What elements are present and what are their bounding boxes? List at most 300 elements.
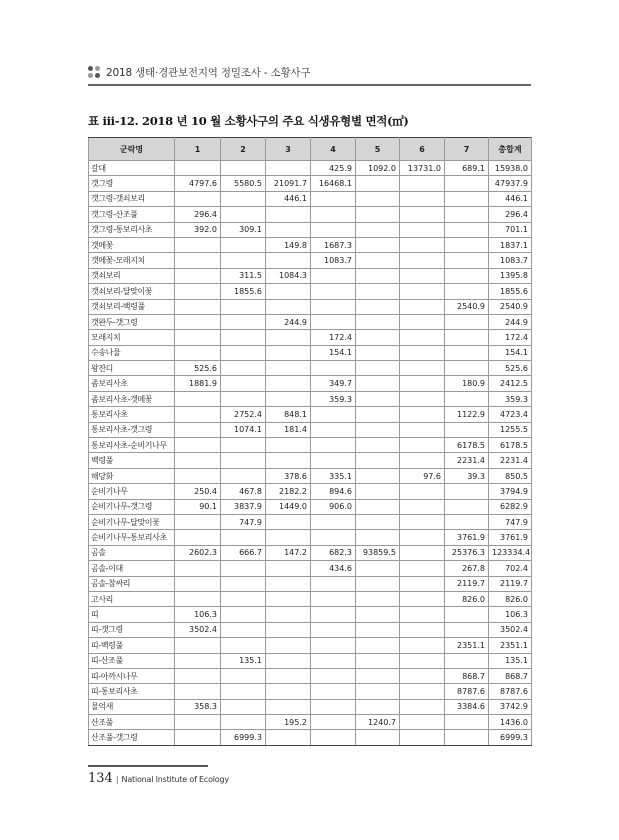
area-cell xyxy=(400,576,445,591)
area-cell xyxy=(400,638,445,653)
area-cell xyxy=(445,284,489,299)
total-cell: 1837.1 xyxy=(489,237,532,252)
area-cell xyxy=(266,253,311,268)
community-name-cell: 갯메꽃 xyxy=(89,237,175,252)
area-cell xyxy=(356,361,400,376)
community-name-cell: 갯메꽃-모래지치 xyxy=(89,253,175,268)
community-name-cell: 통보리사초-갯그령 xyxy=(89,422,175,437)
area-cell: 666.7 xyxy=(221,545,266,560)
area-cell xyxy=(356,638,400,653)
community-name-cell: 산조풀-갯그령 xyxy=(89,730,175,745)
area-cell xyxy=(311,607,356,622)
table-row xyxy=(89,222,532,237)
community-name-cell: 갯완두-갯그령 xyxy=(89,314,175,329)
area-cell xyxy=(311,638,356,653)
community-name-cell: 갯쇠보리-달맞이꽃 xyxy=(89,284,175,299)
area-cell xyxy=(356,484,400,499)
community-name-cell: 수송나물 xyxy=(89,345,175,360)
total-cell: 1083.7 xyxy=(489,253,532,268)
table-row xyxy=(89,284,532,299)
area-cell xyxy=(400,622,445,637)
community-name-cell: 갯그령-갯쇠보리 xyxy=(89,191,175,206)
area-cell xyxy=(175,407,221,422)
area-cell xyxy=(221,468,266,483)
area-cell xyxy=(266,222,311,237)
total-cell: 1436.0 xyxy=(489,715,532,730)
area-cell xyxy=(356,684,400,699)
table-row xyxy=(89,668,532,683)
area-cell xyxy=(400,330,445,345)
area-cell xyxy=(175,438,221,453)
area-cell: 154.1 xyxy=(311,345,356,360)
table-row xyxy=(89,376,532,391)
area-cell xyxy=(445,268,489,283)
area-cell: 446.1 xyxy=(266,191,311,206)
area-cell xyxy=(400,268,445,283)
area-cell xyxy=(311,222,356,237)
area-cell: 135.1 xyxy=(221,653,266,668)
table-row xyxy=(89,684,532,699)
area-cell: 3502.4 xyxy=(175,622,221,637)
community-name-cell: 띠 xyxy=(89,607,175,622)
total-cell: 868.7 xyxy=(489,668,532,683)
area-cell: 1083.7 xyxy=(311,253,356,268)
area-cell xyxy=(445,653,489,668)
area-cell xyxy=(266,299,311,314)
area-cell: 349.7 xyxy=(311,376,356,391)
area-cell: 335.1 xyxy=(311,468,356,483)
area-cell: 172.4 xyxy=(311,330,356,345)
table-row xyxy=(89,607,532,622)
area-cell xyxy=(175,453,221,468)
total-cell: 8787.6 xyxy=(489,684,532,699)
area-cell: 826.0 xyxy=(445,591,489,606)
area-cell xyxy=(266,607,311,622)
total-cell: 1395.8 xyxy=(489,268,532,283)
area-cell xyxy=(311,730,356,745)
total-cell: 135.1 xyxy=(489,653,532,668)
total-cell: 701.1 xyxy=(489,222,532,237)
area-cell xyxy=(266,591,311,606)
column-header-site: 3 xyxy=(266,138,311,161)
area-cell: 6178.5 xyxy=(445,438,489,453)
column-header-site: 4 xyxy=(311,138,356,161)
area-cell: 1687.3 xyxy=(311,237,356,252)
area-cell xyxy=(356,499,400,514)
total-cell: 826.0 xyxy=(489,591,532,606)
area-cell: 195.2 xyxy=(266,715,311,730)
area-cell xyxy=(400,237,445,252)
total-cell: 2119.7 xyxy=(489,576,532,591)
area-cell xyxy=(356,314,400,329)
total-cell: 747.9 xyxy=(489,514,532,529)
total-cell: 446.1 xyxy=(489,191,532,206)
area-cell xyxy=(445,622,489,637)
area-cell xyxy=(356,330,400,345)
area-cell xyxy=(400,361,445,376)
area-cell: 1084.3 xyxy=(266,268,311,283)
area-cell xyxy=(175,561,221,576)
community-name-cell: 띠-갯그령 xyxy=(89,622,175,637)
table-body xyxy=(89,161,532,746)
table-caption: 표 iii-12. 2018 년 10 월 소황사구의 주요 식생유형별 면적(㎡) xyxy=(88,114,409,128)
area-cell xyxy=(356,622,400,637)
total-cell: 15938.0 xyxy=(489,161,532,176)
area-cell xyxy=(311,684,356,699)
total-cell: 2540.9 xyxy=(489,299,532,314)
area-cell xyxy=(311,422,356,437)
area-cell xyxy=(400,391,445,406)
area-cell xyxy=(356,668,400,683)
area-cell: 147.2 xyxy=(266,545,311,560)
area-cell: 21091.7 xyxy=(266,176,311,191)
area-cell xyxy=(445,345,489,360)
area-cell xyxy=(266,330,311,345)
area-cell xyxy=(266,161,311,176)
area-cell xyxy=(311,207,356,222)
area-cell: 90.1 xyxy=(175,499,221,514)
total-cell: 1255.5 xyxy=(489,422,532,437)
area-cell xyxy=(400,561,445,576)
area-cell xyxy=(400,453,445,468)
table-row xyxy=(89,576,532,591)
area-cell xyxy=(175,314,221,329)
area-cell xyxy=(266,361,311,376)
area-cell xyxy=(221,237,266,252)
area-cell xyxy=(221,391,266,406)
area-cell xyxy=(356,222,400,237)
area-cell xyxy=(356,284,400,299)
community-name-cell: 통보리사초 xyxy=(89,407,175,422)
area-cell: 4797.6 xyxy=(175,176,221,191)
total-cell: 3502.4 xyxy=(489,622,532,637)
area-cell xyxy=(221,715,266,730)
community-name-cell: 좀보리사초 xyxy=(89,376,175,391)
community-name-cell: 곰솔-이대 xyxy=(89,561,175,576)
area-cell xyxy=(311,314,356,329)
community-name-cell: 고사리 xyxy=(89,591,175,606)
area-cell: 2231.4 xyxy=(445,453,489,468)
table-row xyxy=(89,330,532,345)
total-cell: 3794.9 xyxy=(489,484,532,499)
area-cell: 149.8 xyxy=(266,237,311,252)
area-cell xyxy=(221,607,266,622)
header-title: 2018 생태·경관보전지역 정밀조사 - 소황사구 xyxy=(106,66,311,79)
area-cell xyxy=(311,622,356,637)
area-cell xyxy=(221,361,266,376)
area-cell xyxy=(311,268,356,283)
area-cell: 2602.3 xyxy=(175,545,221,560)
running-header xyxy=(88,64,310,80)
total-cell: 4723.4 xyxy=(489,407,532,422)
community-name-cell: 순비기나무-갯그령 xyxy=(89,499,175,514)
area-cell xyxy=(266,730,311,745)
area-cell xyxy=(356,422,400,437)
total-cell: 296.4 xyxy=(489,207,532,222)
area-cell xyxy=(221,668,266,683)
page-footer xyxy=(88,771,229,786)
area-cell xyxy=(266,530,311,545)
area-cell xyxy=(356,561,400,576)
area-cell xyxy=(311,530,356,545)
area-cell xyxy=(175,391,221,406)
area-cell xyxy=(311,576,356,591)
area-cell: 358.3 xyxy=(175,699,221,714)
area-cell xyxy=(221,699,266,714)
area-cell: 1449.0 xyxy=(266,499,311,514)
area-cell xyxy=(445,607,489,622)
column-header-site: 7 xyxy=(445,138,489,161)
area-cell xyxy=(175,299,221,314)
area-cell xyxy=(266,561,311,576)
community-name-cell: 갯그령-산조풀 xyxy=(89,207,175,222)
area-cell: 16468.1 xyxy=(311,176,356,191)
area-cell xyxy=(311,299,356,314)
area-cell xyxy=(400,422,445,437)
table-row xyxy=(89,653,532,668)
area-cell: 359.3 xyxy=(311,391,356,406)
area-cell: 13731.0 xyxy=(400,161,445,176)
area-cell xyxy=(311,514,356,529)
total-cell: 6999.3 xyxy=(489,730,532,745)
column-header-site: 1 xyxy=(175,138,221,161)
table-row xyxy=(89,314,532,329)
area-cell: 525.6 xyxy=(175,361,221,376)
area-cell xyxy=(266,699,311,714)
area-cell: 296.4 xyxy=(175,207,221,222)
area-cell: 1122.9 xyxy=(445,407,489,422)
area-cell xyxy=(221,299,266,314)
area-cell xyxy=(175,330,221,345)
area-cell xyxy=(356,376,400,391)
area-cell xyxy=(445,176,489,191)
area-cell xyxy=(400,191,445,206)
area-cell xyxy=(400,668,445,683)
area-cell xyxy=(175,422,221,437)
table-row xyxy=(89,299,532,314)
area-cell: 181.4 xyxy=(266,422,311,437)
area-cell xyxy=(400,253,445,268)
page-number: 134 xyxy=(88,771,113,786)
table-row xyxy=(89,453,532,468)
area-cell xyxy=(445,207,489,222)
area-cell xyxy=(221,561,266,576)
area-cell: 2752.4 xyxy=(221,407,266,422)
total-cell: 6178.5 xyxy=(489,438,532,453)
area-cell xyxy=(221,253,266,268)
table-row xyxy=(89,237,532,252)
area-cell xyxy=(400,699,445,714)
area-cell: 894.6 xyxy=(311,484,356,499)
area-cell: 2540.9 xyxy=(445,299,489,314)
community-name-cell: 왕잔디 xyxy=(89,361,175,376)
total-cell: 359.3 xyxy=(489,391,532,406)
area-cell: 682.3 xyxy=(311,545,356,560)
area-cell: 3837.9 xyxy=(221,499,266,514)
table-row xyxy=(89,361,532,376)
area-cell xyxy=(221,453,266,468)
area-cell xyxy=(356,176,400,191)
total-cell: 172.4 xyxy=(489,330,532,345)
area-cell xyxy=(356,191,400,206)
table-row xyxy=(89,484,532,499)
footer-divider xyxy=(88,765,208,767)
area-cell: 267.8 xyxy=(445,561,489,576)
community-name-cell: 순비기나무-통보리사초 xyxy=(89,530,175,545)
area-cell: 378.6 xyxy=(266,468,311,483)
area-cell xyxy=(445,191,489,206)
total-cell: 3761.9 xyxy=(489,530,532,545)
area-cell xyxy=(175,591,221,606)
area-cell: 906.0 xyxy=(311,499,356,514)
table-row xyxy=(89,191,532,206)
table-row xyxy=(89,268,532,283)
area-cell: 25376.3 xyxy=(445,545,489,560)
area-cell xyxy=(356,468,400,483)
community-name-cell: 갯쇠보리-백령풀 xyxy=(89,299,175,314)
area-cell xyxy=(445,222,489,237)
area-cell: 425.9 xyxy=(311,161,356,176)
area-cell xyxy=(356,453,400,468)
table-row xyxy=(89,499,532,514)
community-name-cell: 띠-산조풀 xyxy=(89,653,175,668)
area-cell xyxy=(356,268,400,283)
area-cell: 467.8 xyxy=(221,484,266,499)
area-cell: 39.3 xyxy=(445,468,489,483)
total-cell: 47937.9 xyxy=(489,176,532,191)
community-name-cell: 순비기나무 xyxy=(89,484,175,499)
area-cell xyxy=(221,191,266,206)
area-cell: 2182.2 xyxy=(266,484,311,499)
area-cell xyxy=(311,591,356,606)
area-cell xyxy=(445,361,489,376)
area-cell xyxy=(311,191,356,206)
area-cell xyxy=(356,576,400,591)
area-cell xyxy=(400,530,445,545)
area-cell: 3384.6 xyxy=(445,699,489,714)
area-cell xyxy=(175,284,221,299)
area-cell xyxy=(175,514,221,529)
total-cell: 525.6 xyxy=(489,361,532,376)
header-divider xyxy=(88,84,531,86)
total-cell: 2351.1 xyxy=(489,638,532,653)
area-cell xyxy=(311,453,356,468)
community-name-cell: 갈대 xyxy=(89,161,175,176)
area-cell xyxy=(400,684,445,699)
area-cell xyxy=(266,284,311,299)
area-cell xyxy=(175,684,221,699)
area-cell xyxy=(356,253,400,268)
area-cell xyxy=(356,299,400,314)
area-cell xyxy=(445,499,489,514)
area-cell xyxy=(266,514,311,529)
total-cell: 106.3 xyxy=(489,607,532,622)
area-cell xyxy=(445,314,489,329)
area-cell xyxy=(445,514,489,529)
community-name-cell: 띠-백령풀 xyxy=(89,638,175,653)
area-cell xyxy=(445,715,489,730)
area-cell xyxy=(311,438,356,453)
area-cell xyxy=(266,453,311,468)
area-cell xyxy=(266,345,311,360)
community-name-cell: 통보리사초-순비기나무 xyxy=(89,438,175,453)
column-header-community: 군락명 xyxy=(89,138,175,161)
area-cell: 434.6 xyxy=(311,561,356,576)
area-cell: 747.9 xyxy=(221,514,266,529)
area-cell xyxy=(356,514,400,529)
area-cell xyxy=(175,191,221,206)
area-cell xyxy=(311,715,356,730)
area-cell: 93859.5 xyxy=(356,545,400,560)
area-cell xyxy=(311,699,356,714)
area-cell xyxy=(400,176,445,191)
area-cell: 311.5 xyxy=(221,268,266,283)
area-cell: 848.1 xyxy=(266,407,311,422)
area-cell: 8787.6 xyxy=(445,684,489,699)
area-cell xyxy=(400,514,445,529)
area-cell xyxy=(266,376,311,391)
column-header-total: 총합계 xyxy=(489,138,532,161)
table-row xyxy=(89,345,532,360)
area-cell: 689.1 xyxy=(445,161,489,176)
area-cell xyxy=(400,653,445,668)
area-cell xyxy=(356,391,400,406)
area-cell: 868.7 xyxy=(445,668,489,683)
area-cell xyxy=(400,484,445,499)
table-row xyxy=(89,176,532,191)
table-row xyxy=(89,407,532,422)
footer-separator: | xyxy=(115,775,119,784)
area-cell xyxy=(400,314,445,329)
area-cell: 392.0 xyxy=(175,222,221,237)
total-cell: 2231.4 xyxy=(489,453,532,468)
area-cell: 1240.7 xyxy=(356,715,400,730)
area-cell xyxy=(400,545,445,560)
community-name-cell: 좀보리사초-갯메꽃 xyxy=(89,391,175,406)
area-cell xyxy=(311,668,356,683)
area-cell xyxy=(356,530,400,545)
area-cell xyxy=(400,499,445,514)
area-cell xyxy=(221,314,266,329)
area-cell xyxy=(221,576,266,591)
area-cell xyxy=(175,530,221,545)
table-row xyxy=(89,422,532,437)
area-cell xyxy=(175,668,221,683)
area-cell xyxy=(266,653,311,668)
area-cell xyxy=(175,468,221,483)
table-row xyxy=(89,622,532,637)
community-name-cell: 해당화 xyxy=(89,468,175,483)
total-cell: 6282.9 xyxy=(489,499,532,514)
table-row xyxy=(89,561,532,576)
area-cell xyxy=(400,607,445,622)
area-cell xyxy=(445,330,489,345)
area-cell xyxy=(266,638,311,653)
institution-name: National Institute of Ecology xyxy=(121,775,229,784)
table-row xyxy=(89,253,532,268)
total-cell: 2412.5 xyxy=(489,376,532,391)
column-header-site: 6 xyxy=(400,138,445,161)
area-cell xyxy=(400,591,445,606)
area-cell xyxy=(266,668,311,683)
area-cell xyxy=(266,438,311,453)
table-row xyxy=(89,638,532,653)
area-cell xyxy=(400,222,445,237)
area-cell xyxy=(356,730,400,745)
table-row xyxy=(89,514,532,529)
area-cell: 1855.6 xyxy=(221,284,266,299)
area-cell: 3761.9 xyxy=(445,530,489,545)
